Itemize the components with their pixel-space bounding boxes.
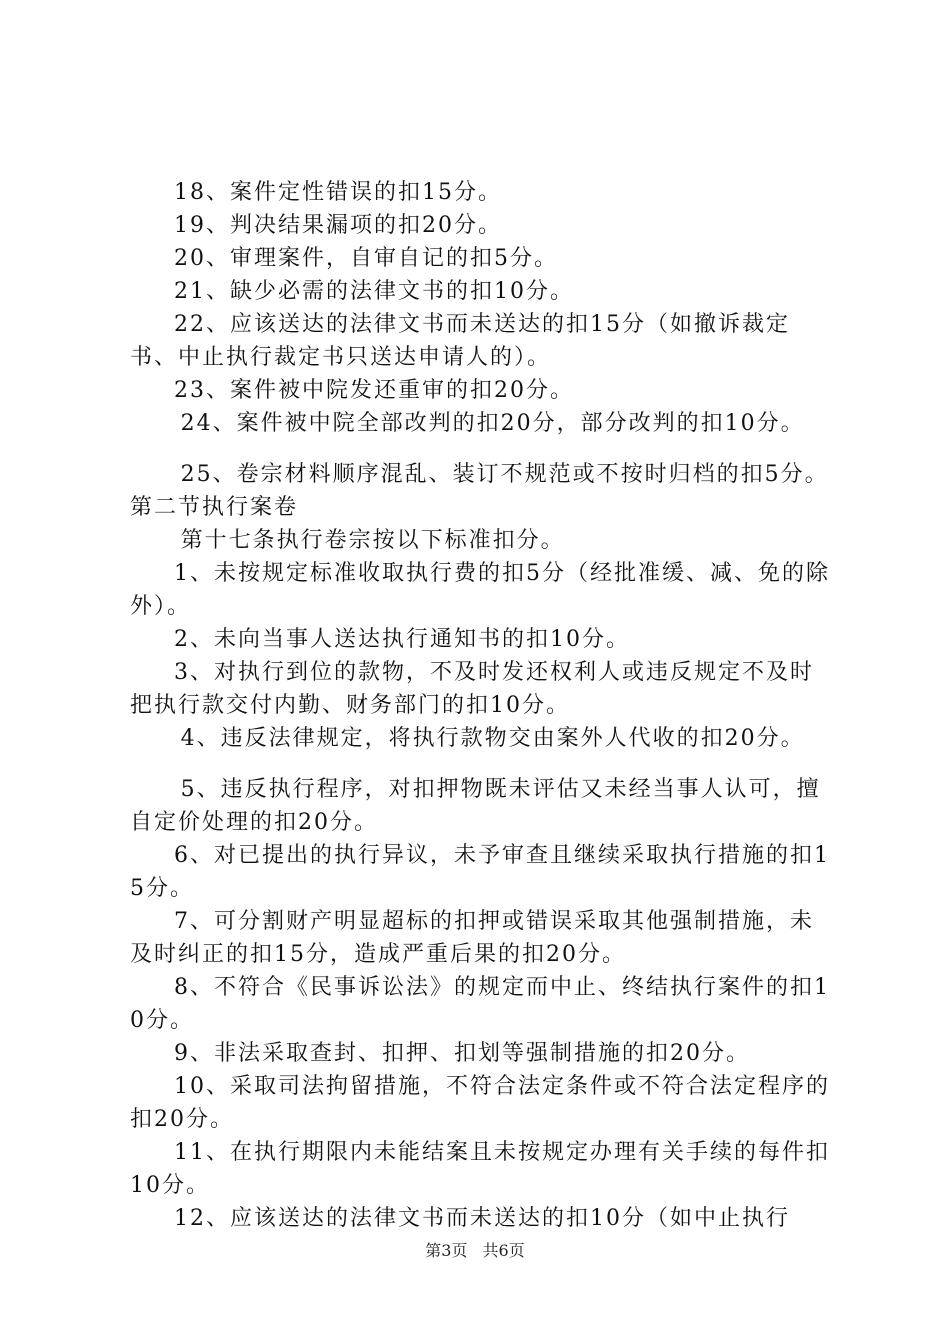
exec-item-11: 11、在执行期限内未能结案且未按规定办理有关手续的每件扣10分。 bbox=[130, 1140, 830, 1198]
paragraph-20: 20、审理案件，自审自记的扣5分。 bbox=[174, 246, 558, 271]
exec-item-2: 2、未向当事人送达执行通知书的扣10分。 bbox=[174, 627, 630, 652]
document-body bbox=[130, 176, 830, 1235]
page-number: 第3页 bbox=[425, 1241, 468, 1260]
page-total: 共6页 bbox=[482, 1241, 525, 1260]
paragraph-19: 19、判决结果漏项的扣20分。 bbox=[174, 213, 502, 238]
paragraph-24: 24、案件被中院全部改判的扣20分，部分改判的扣10分。 bbox=[180, 411, 805, 436]
page-footer bbox=[0, 1241, 950, 1261]
exec-item-6: 6、对已提出的执行异议，未予审查且继续采取执行措施的扣15分。 bbox=[130, 843, 830, 901]
paragraph-23: 23、案件被中院发还重审的扣20分。 bbox=[174, 378, 574, 403]
exec-item-3: 3、对执行到位的款物，不及时发还权利人或违反规定不及时把执行款交付内勤、财务部门的扣10分。 bbox=[130, 660, 814, 718]
exec-item-8: 8、不符合《民事诉讼法》的规定而中止、终结执行案件的扣10分。 bbox=[130, 975, 830, 1033]
exec-item-12: 12、应该送达的法律文书而未送达的扣10分（如中止执行 bbox=[174, 1206, 790, 1231]
paragraph-21: 21、缺少必需的法律文书的扣10分。 bbox=[174, 279, 574, 304]
exec-item-7: 7、可分割财产明显超标的扣押或错误采取其他强制措施，未及时纠正的扣15分，造成严重后果的扣20分。 bbox=[130, 909, 814, 967]
article-17-heading: 第十七条执行卷宗按以下标准扣分。 bbox=[180, 528, 565, 553]
paragraph-22: 22、应该送达的法律文书而未送达的扣15分（如撤诉裁定书、中止执行裁定书只送达申请人的）。 bbox=[130, 312, 790, 370]
paragraph-25: 25、卷宗材料顺序混乱、装订不规范或不按时归档的扣5分。第二节执行案卷 bbox=[130, 462, 829, 520]
paragraph-18: 18、案件定性错误的扣15分。 bbox=[174, 180, 502, 205]
exec-item-4: 4、违反法律规定，将执行款物交由案外人代收的扣20分。 bbox=[180, 726, 805, 751]
exec-item-5: 5、违反执行程序，对扣押物既未评估又未经当事人认可，擅自定价处理的扣20分。 bbox=[130, 777, 821, 835]
exec-item-1: 1、未按规定标准收取执行费的扣5分（经批准缓、减、免的除外）。 bbox=[130, 561, 830, 619]
exec-item-9: 9、非法采取查封、扣押、扣划等强制措施的扣20分。 bbox=[174, 1041, 750, 1066]
exec-item-10: 10、采取司法拘留措施，不符合法定条件或不符合法定程序的扣20分。 bbox=[130, 1074, 830, 1132]
